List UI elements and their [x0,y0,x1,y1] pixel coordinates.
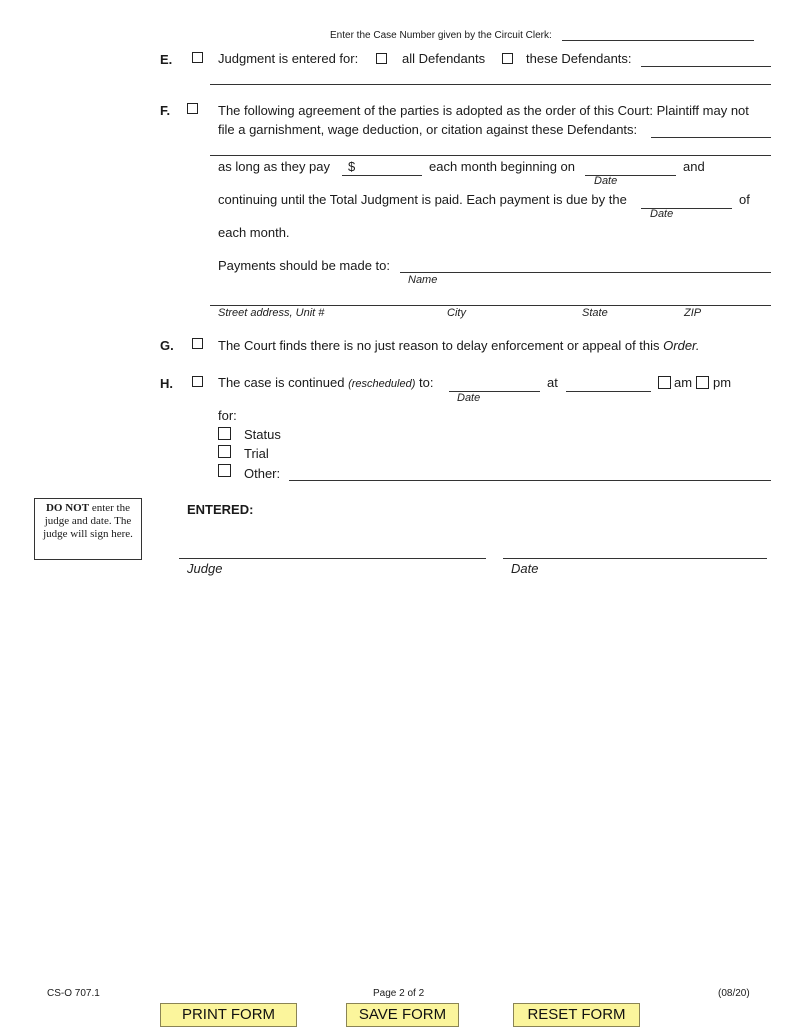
continued-date-caption: Date [457,392,481,404]
other-field[interactable] [289,480,771,481]
due-date-caption: Date [650,208,674,220]
these-defendants-label: these Defendants: [526,51,632,66]
section-g-letter: G. [160,338,174,353]
payee-address-field[interactable] [210,305,771,306]
section-f-line2: file a garnishment, wage deduction, or citation against these Defendants: [218,122,638,137]
entered-date-line [503,558,767,559]
each-month-text: each month. [218,225,290,240]
other-label: Other: [244,466,281,481]
case-number-label: Enter the Case Number given by the Circuit Clerk: [330,30,552,41]
name-caption: Name [408,274,438,286]
section-h-text [218,375,433,390]
section-e-letter: E. [160,52,173,67]
all-defendants-label: all Defendants [402,51,486,66]
to-text: to: [418,375,434,390]
form-revision: (08/20) [718,988,750,999]
section-e-text: Judgment is entered for: [218,51,359,66]
pm-checkbox[interactable] [696,376,709,389]
trial-checkbox[interactable] [218,445,231,458]
defendants-field[interactable] [651,137,771,138]
beginning-date-caption: Date [594,175,618,187]
note-text: enter the judge and date. The judge will sign here. [43,502,133,540]
section-e-checkbox[interactable] [192,52,203,63]
entered-label: ENTERED: [187,502,254,517]
zip-caption: ZIP [684,307,702,319]
as-long-as-text: as long as they pay [218,159,331,174]
defendants-field-2[interactable] [210,155,771,156]
section-f-letter: F. [160,103,171,118]
judge-signature-line [179,558,486,559]
reset-form-button[interactable]: RESET FORM [513,1003,640,1027]
payments-made-to-text: Payments should be made to: [218,258,390,273]
city-caption: City [447,307,466,319]
each-month-beginning-text: each month beginning on [429,159,576,174]
continuing-text: continuing until the Total Judgment is paid. Each payment is due by the [218,192,627,207]
section-h-checkbox[interactable] [192,376,203,387]
page-number: Page 2 of 2 [373,988,425,999]
other-checkbox[interactable] [218,464,231,477]
section-g-main-text: The Court finds there is no just reason to delay enforcement or appeal of this [218,338,660,353]
these-defendants-field[interactable] [641,66,771,67]
entered-date-caption: Date [511,561,539,576]
these-defendants-checkbox[interactable] [502,53,513,64]
order-word: Order. [663,338,700,353]
section-f-checkbox[interactable] [187,103,198,114]
section-h-letter: H. [160,376,173,391]
payment-amount-field[interactable] [342,175,422,176]
judge-note-box [34,498,142,560]
note-bold: DO NOT [45,502,90,514]
and-text: and [683,159,705,174]
all-defendants-checkbox[interactable] [376,53,387,64]
save-form-button[interactable]: SAVE FORM [346,1003,459,1027]
form-id: CS-O 707.1 [47,988,100,999]
pm-label: pm [713,375,732,390]
status-label: Status [244,427,281,442]
payee-name-field[interactable] [400,272,771,273]
continued-time-field[interactable] [566,391,651,392]
street-caption: Street address, Unit # [218,307,325,319]
print-form-button[interactable]: PRINT FORM [160,1003,297,1027]
case-number-field[interactable] [562,40,754,41]
section-g-checkbox[interactable] [192,338,203,349]
dollar-sign: $ [348,159,356,174]
trial-label: Trial [244,446,269,461]
section-f-line1: The following agreement of the parties is adopted as the order of this Court: Plaintiff may not [218,103,749,118]
of-text: of [739,192,750,207]
section-g-text [218,338,700,353]
status-checkbox[interactable] [218,427,231,440]
rescheduled-text: (rescheduled) [348,378,416,390]
judge-caption: Judge [187,561,223,576]
these-defendants-field-2[interactable] [210,84,771,85]
am-label: am [674,375,693,390]
continued-text: The case is continued [218,375,345,390]
at-text: at [547,375,558,390]
am-checkbox[interactable] [658,376,671,389]
for-text: for: [218,408,237,423]
state-caption: State [582,307,608,319]
